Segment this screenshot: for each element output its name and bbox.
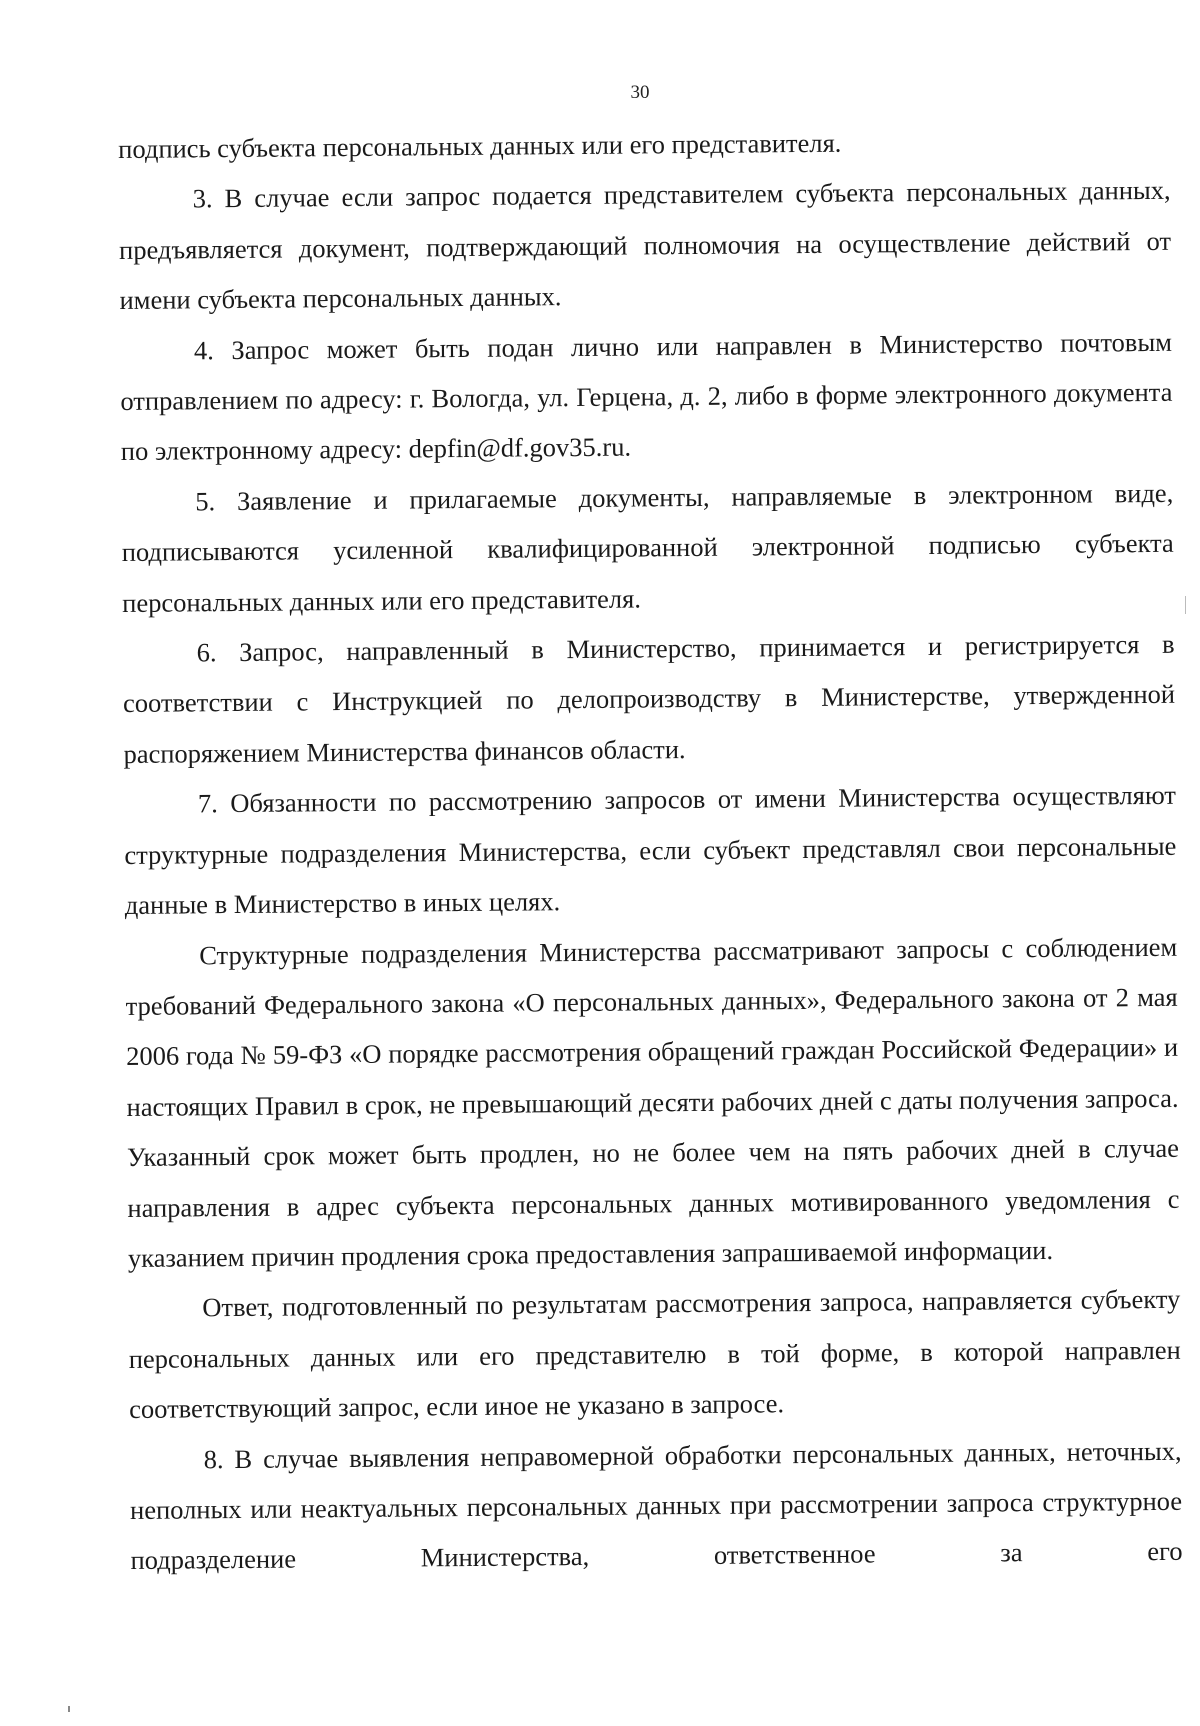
paragraph-item-3: 3. В случае если запрос подается представителем субъекта персональных данных, предъявляется документ, подтверждающий полномочия на осуществление действий от имени субъекта персональных данных. (118, 175, 1172, 316)
paragraph-item-4: 4. Запрос может быть подан лично или направлен в Министерство почтовым отправлением по адресу: г. Вологда, ул. Герцена, д. 2, либо в форме электронного документа по электронному адресу: depfin@df.gov35.ru. (120, 326, 1173, 467)
scan-artifact-mark (68, 1706, 70, 1712)
paragraph-item-5: 5. Заявление и прилагаемые документы, направляемые в электронном виде, подписываются усиленной квалифицированной электронной подписью субъекта персональных данных или его представителя. (121, 477, 1174, 618)
document-body (118, 115, 1183, 1586)
scan-artifact-mark (1185, 596, 1186, 614)
paragraph-review-terms: Структурные подразделения Министерства рассматривают запросы с соблюдением требований Федерального закона «О персональных данных», Федерального закона от 2 мая 2006 года № 59-ФЗ «О порядке рассмотрения обращений граждан Российской Федерации» и настоящих Правил в срок, не превышающий десяти рабочих дней с даты получения запроса. Указанный срок может быть продлен, но не более чем на пять рабочих дней в случае направления в адрес субъекта персональных данных мотивированного уведомления с указанием причин продления срока предоставления запрашиваемой информации. (125, 931, 1180, 1273)
page-number: 30 (630, 82, 650, 103)
paragraph-item-6: 6. Запрос, направленный в Министерство, принимается и регистрируется в соответствии с Инструкцией по делопроизводству в Министерстве, утвержденной распоряжением Министерства финансов области. (122, 628, 1176, 769)
paragraph-item-7: 7. Обязанности по рассмотрению запросов от имени Министерства осуществляют структурные подразделения Министерства, если субъект представлял свои персональные данные в Министерство в иных целях. (124, 780, 1177, 921)
paragraph-continuation: подпись субъекта персональных данных или его представителя. (118, 127, 842, 164)
paragraph-response: Ответ, подготовленный по результатам рассмотрения запроса, направляется субъекту персональных данных или его представителю в той форме, в которой направлен соответствующий запрос, если иное не указано в запросе. (128, 1284, 1181, 1425)
paragraph-item-8: 8. В случае выявления неправомерной обработки персональных данных, неточных, неполных или неактуальных персональных данных при рассмотрении запроса структурное подразделение Министерства, ответственное за его (129, 1435, 1183, 1576)
